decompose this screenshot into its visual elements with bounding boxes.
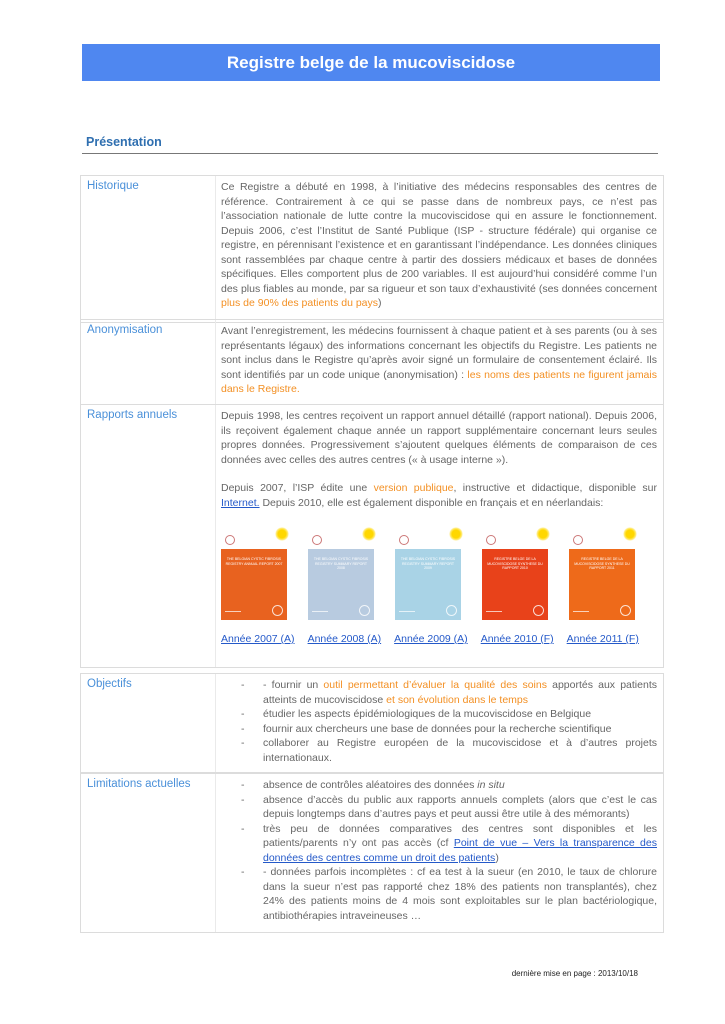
internet-link[interactable]: Internet. xyxy=(221,496,260,509)
row-label-objectifs: Objectifs xyxy=(87,678,132,690)
row-historique xyxy=(80,175,664,323)
page-title: Registre belge de la mucoviscidose xyxy=(226,52,516,72)
rapports-paragraph-1: Depuis 1998, les centres reçoivent un rapport annuel détaillé (rapport national). Depuis 2006, ils reçoivent également chaque année un rapport supplémentaire concernant leurs seules propres données. Progressivement s’ajoutent quelques éléments de comparaison de ces données avec celles des autres centres (« à usage interne »). xyxy=(221,410,657,466)
report-covers xyxy=(221,533,657,620)
list-item: - collaborer au Registre européen de la mucoviscidose et à d’autres projets internationaux. xyxy=(221,736,657,765)
cover-body xyxy=(395,549,461,620)
point-de-vue-link[interactable]: Point de vue – Vers la transparence des données des centres comme un droit des patients xyxy=(263,837,657,864)
list-item xyxy=(221,778,657,793)
last-update-footer: dernière mise en page : 2013/10/18 xyxy=(511,969,638,978)
sun-icon xyxy=(449,527,463,541)
cover-header xyxy=(221,533,287,549)
list-item: - fournir aux chercheurs une base de données pour la recherche scientifique xyxy=(221,722,657,737)
report-cover-4 xyxy=(569,533,635,620)
cover-title: REGISTRE BELGE DE LA MUCOVISCIDOSE SYNTHESE DU RAPPORT 2011 xyxy=(574,557,630,570)
cover-header xyxy=(482,533,548,549)
objectif-1-text: - fournir un xyxy=(263,679,324,691)
title-banner xyxy=(82,44,660,81)
isp-logo-icon xyxy=(312,535,322,545)
rapports-p2-highlight: version publique xyxy=(373,482,454,494)
anonymisation-highlight: les noms des patients ne figurent jamais dans le Registre. xyxy=(221,368,657,395)
circle-icon xyxy=(359,605,370,616)
isp-logo-icon xyxy=(573,535,583,545)
limitation-3-end: ) xyxy=(495,851,499,864)
row-label-limitations: Limitations actuelles xyxy=(87,778,191,790)
row-limitations xyxy=(80,773,664,933)
historique-text: Ce Registre a débuté en 1998, à l’initiative des médecins responsables des centres de référence. Contrairement à ce qui se passe dans de nombreux pays, ce n’est pas l’association nationale de lutte contre la mucoviscidose qui en assure le fonctionnement. Depuis 2006, c’est l’Institut de Santé Publique (ISP - structure fédérale) qui organise ce registre, en pérennisant l’existence et en garantissant l’indépendance. Les données cliniques sont rassemblées par chaque centre à partir des dossiers médicaux et bases de données spécifiques. Elles comportent plus de 200 variables. Il est aujourd’hui considéré comme l’un des plus fiables au monde, par sa rigueur et son taux d’exhaustivité (ses données concernent xyxy=(221,181,657,295)
report-cover-0 xyxy=(221,533,287,620)
report-year-link-2[interactable]: Année 2009 (A) xyxy=(394,633,468,645)
cover-title: REGISTRE BELGE DE LA MUCOVISCIDOSE SYNTHESE DU RAPPORT 2010 xyxy=(487,557,543,570)
cover-body xyxy=(308,549,374,620)
circle-icon xyxy=(272,605,283,616)
section-divider xyxy=(82,153,658,154)
report-cover-3 xyxy=(482,533,548,620)
rapports-p2-a: Depuis 2007, l’ISP édite une xyxy=(221,482,374,494)
cover-footer-line xyxy=(573,611,589,616)
cover-footer-line xyxy=(486,611,502,616)
column-divider xyxy=(215,320,216,404)
cover-header xyxy=(569,533,635,549)
rapports-p2-c: Depuis 2010, elle est également disponible en français et en néerlandais: xyxy=(259,496,604,509)
sun-icon xyxy=(623,527,637,541)
objectif-1-highlight-b: et son évolution dans le temps xyxy=(386,693,528,706)
row-rapports xyxy=(80,404,664,668)
row-anonymisation xyxy=(80,319,664,405)
cover-body xyxy=(569,549,635,620)
cover-footer-line xyxy=(312,611,328,616)
list-item xyxy=(221,822,657,866)
cover-body xyxy=(482,549,548,620)
rapports-p2-b: , instructive et didactique, disponible sur xyxy=(453,482,658,494)
list-item: - absence d’accès du public aux rapports annuels complets (alors que c’est le cas depuis longtemps dans d’autres pays et peut aussi être utile à des mémorants) xyxy=(221,793,657,822)
limitation-3-text: très peu de données comparatives des centres sont disponibles et les patients/parents n’y ont pas accès (cf xyxy=(263,822,657,849)
isp-logo-icon xyxy=(486,535,496,545)
row-content-anonymisation xyxy=(221,324,657,397)
isp-logo-icon xyxy=(399,535,409,545)
row-label-anonymisation: Anonymisation xyxy=(87,324,163,336)
report-year-links xyxy=(221,632,657,647)
list-item: - étudier les aspects épidémiologiques de la mucoviscidose en Belgique xyxy=(221,707,657,722)
column-divider xyxy=(215,774,216,932)
report-year-link-3[interactable]: Année 2010 (F) xyxy=(480,633,554,645)
row-content-objectifs xyxy=(221,678,657,765)
cover-footer-line xyxy=(225,611,241,616)
cover-title: THE BELGIAN CYSTIC FIBROSIS REGISTRY SUMMARY REPORT 2008 xyxy=(313,557,369,570)
section-title: Présentation xyxy=(86,135,162,149)
row-label-historique: Historique xyxy=(87,180,139,192)
row-content-rapports xyxy=(221,409,657,647)
list-item xyxy=(221,678,657,707)
row-content-historique xyxy=(221,180,657,311)
report-year-link-0[interactable]: Année 2007 (A) xyxy=(221,633,295,645)
limitations-list xyxy=(221,778,657,923)
cover-body xyxy=(221,549,287,620)
sun-icon xyxy=(536,527,550,541)
report-cover-1 xyxy=(308,533,374,620)
cover-title: THE BELGIAN CYSTIC FIBROSIS REGISTRY SUMMARY REPORT 2009 xyxy=(400,557,456,570)
objectif-1-highlight: outil permettant d’évaluer la qualité des soins xyxy=(323,679,547,691)
cover-header xyxy=(308,533,374,549)
cover-footer-line xyxy=(399,611,415,616)
report-cover-2 xyxy=(395,533,461,620)
historique-highlight: plus de 90% des patients du pays xyxy=(221,297,379,309)
circle-icon xyxy=(620,605,631,616)
objectif-1-text-b: apportés aux patients atteints de mucoviscidose xyxy=(263,679,657,706)
circle-icon xyxy=(446,605,457,616)
row-content-limitations xyxy=(221,778,657,923)
report-year-link-1[interactable]: Année 2008 (A) xyxy=(307,633,382,645)
sun-icon xyxy=(362,527,376,541)
column-divider xyxy=(215,176,216,322)
row-label-rapports: Rapports annuels xyxy=(87,409,178,421)
limitation-1-emphasis: in situ xyxy=(477,779,505,791)
row-objectifs xyxy=(80,673,664,773)
circle-icon xyxy=(533,605,544,616)
sun-icon xyxy=(275,527,289,541)
column-divider xyxy=(215,405,216,667)
cover-header xyxy=(395,533,461,549)
cover-title: THE BELGIAN CYSTIC FIBROSIS REGISTRY ANNUAL REPORT 2007 xyxy=(225,557,283,566)
objectifs-list xyxy=(221,678,657,765)
list-item: - - données parfois incomplètes : cf ea test à la sueur (en 2010, le taux de chlorure dans la sueur n’est pas rapporté chez 18% des patients non transplantés), chez 24% des patients moins de 4 mois sont exploitables sur le plan bactériologique, antibiothérapies intraveineuses … xyxy=(221,865,657,923)
historique-end: ) xyxy=(378,297,382,309)
report-year-link-4[interactable]: Année 2011 (F) xyxy=(566,633,639,645)
column-divider xyxy=(215,674,216,772)
limitation-1-text: absence de contrôles aléatoires des données xyxy=(263,779,478,791)
isp-logo-icon xyxy=(225,535,235,545)
rapports-paragraph-2 xyxy=(221,481,657,510)
anonymisation-text: Avant l’enregistrement, les médecins fournissent à chaque patient et à ses parents (ou à ses représentants légaux) des informations concernant les objectifs du Registre. Les patients ne sont inclus dans le Registre qu’après avoir signé un formulaire de consentement éclairé. Ils sont identifiés par un code unique (anonymisation) : xyxy=(221,325,657,381)
